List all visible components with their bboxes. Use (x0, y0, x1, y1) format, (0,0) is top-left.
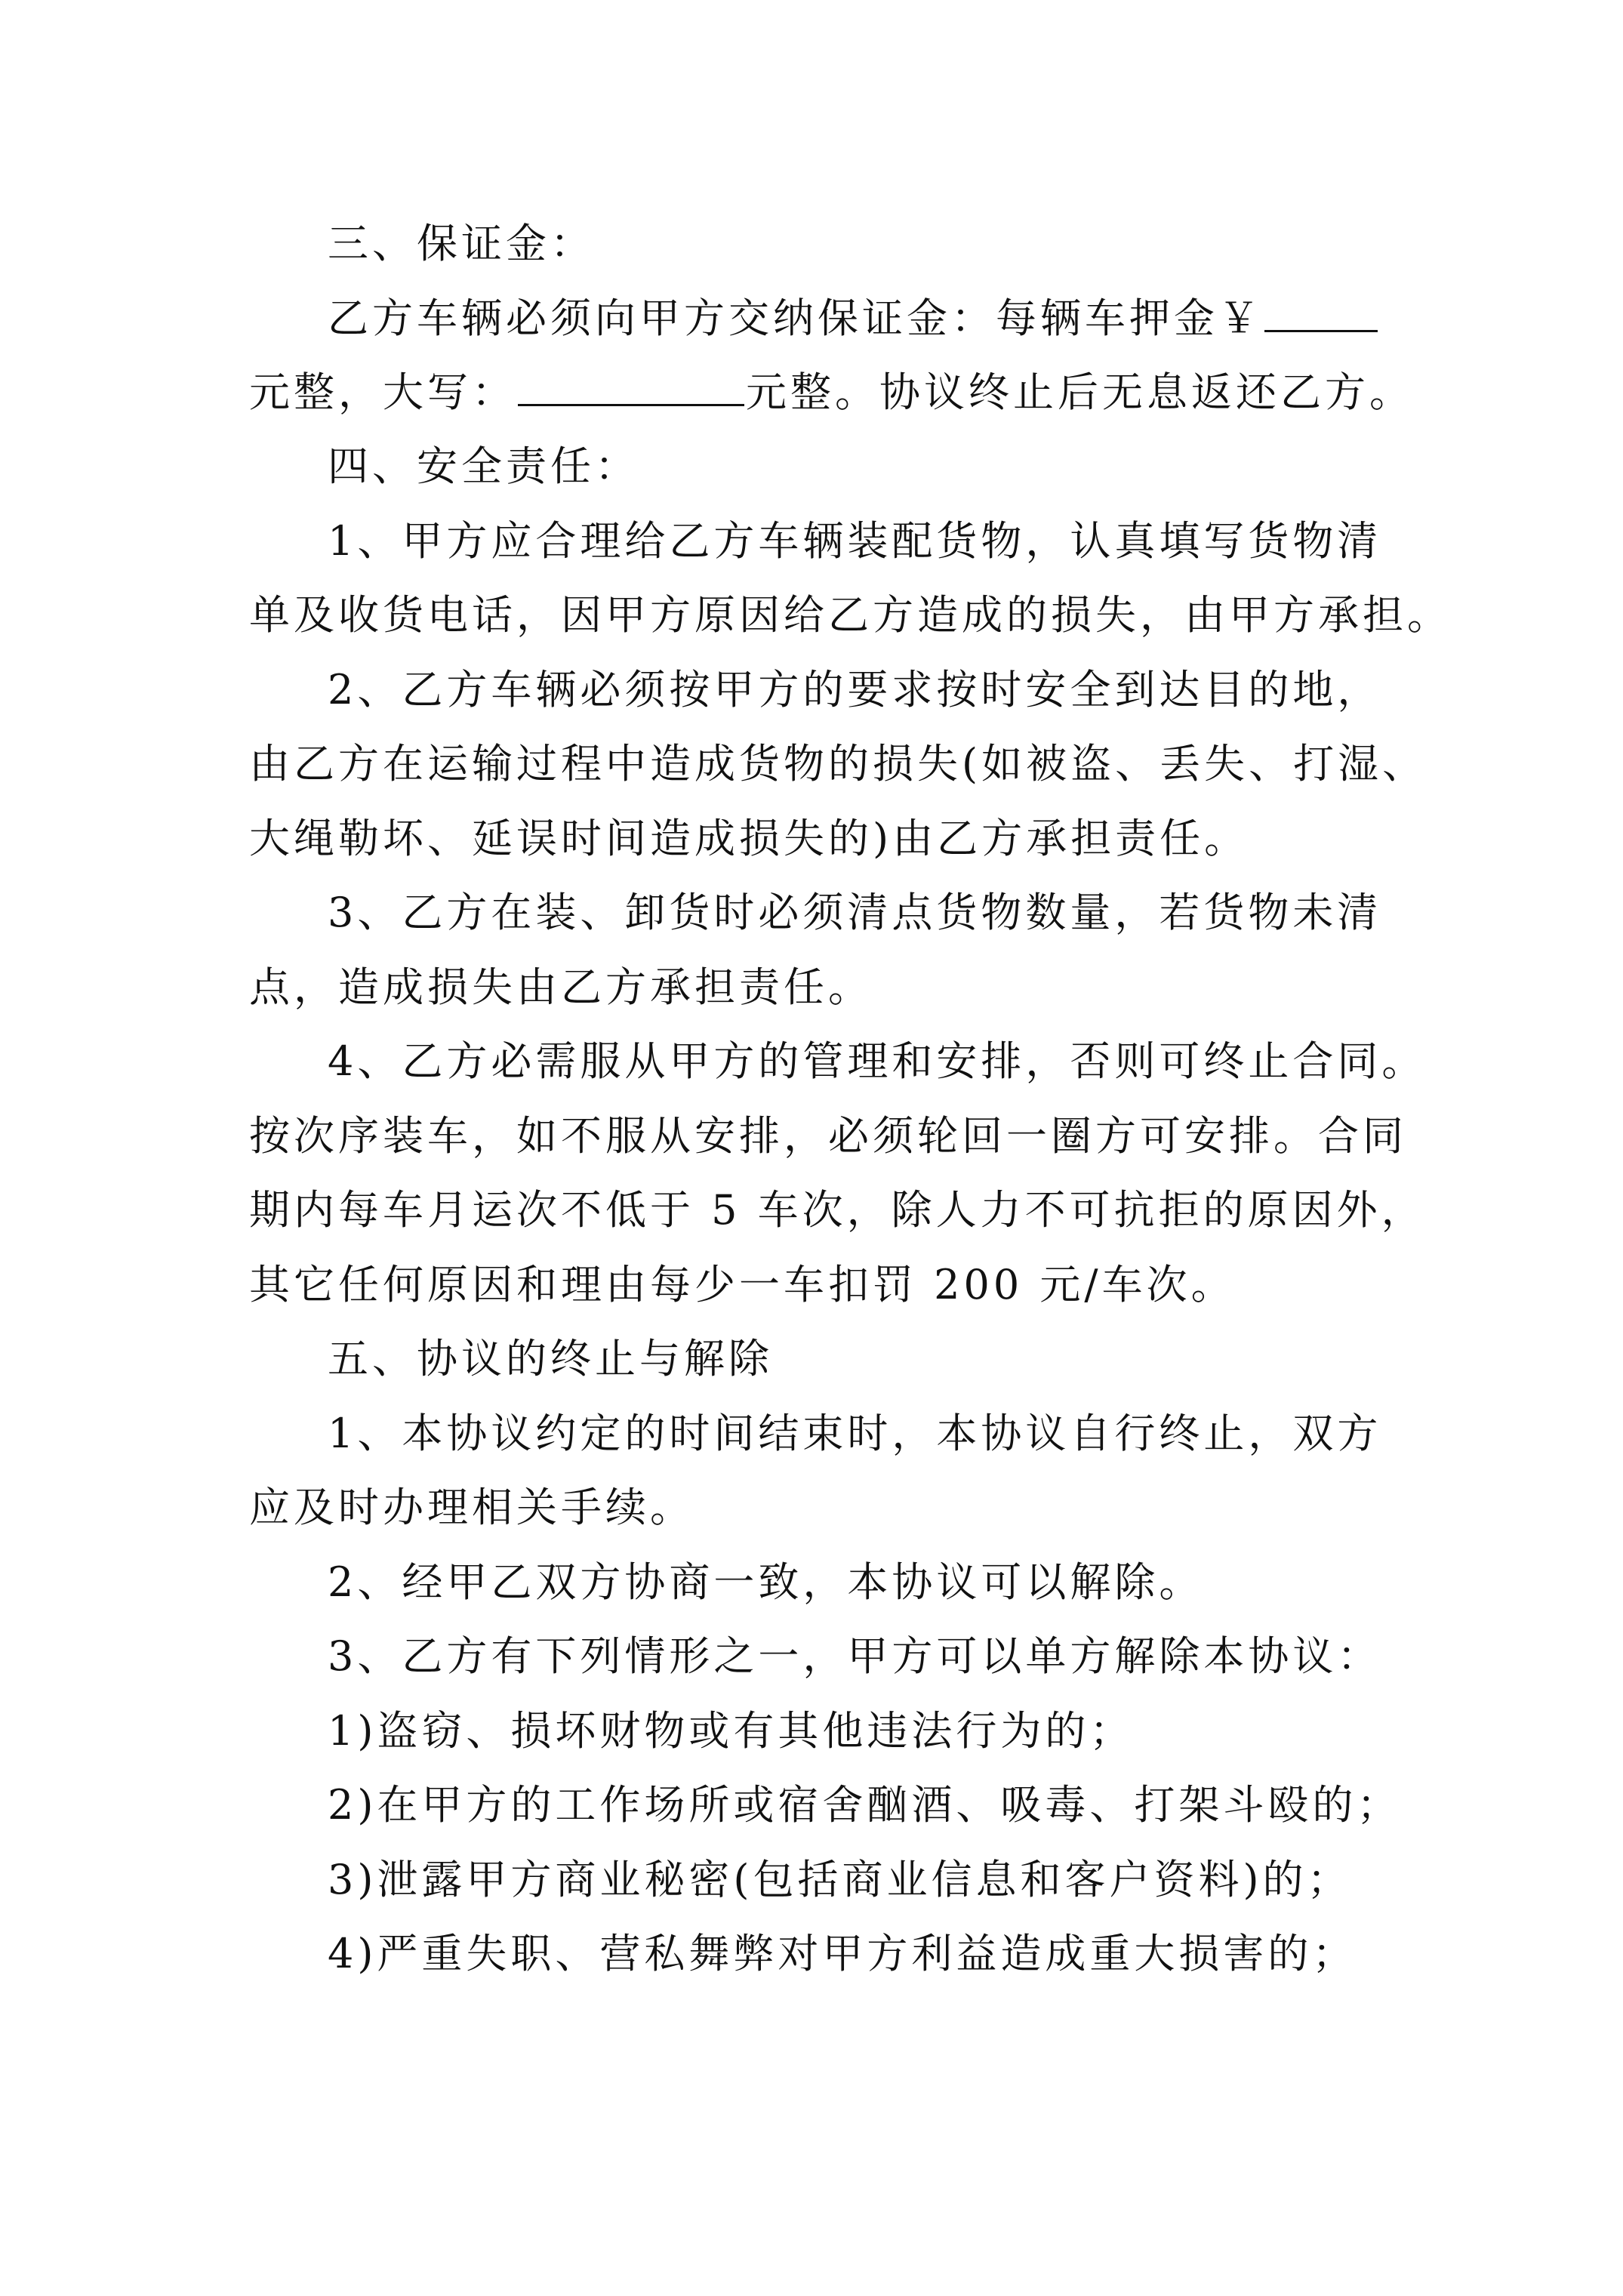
item-4-2-line-1: 2、乙方车辆必须按甲方的要求按时安全到达目的地， (328, 666, 1382, 713)
item-5-3-sub-4: 4)严重失职、营私舞弊对甲方利益造成重大损害的； (328, 1930, 1357, 1977)
item-4-4-line-3: 期内每车月运次不低于 5 车次，除人力不可抗拒的原因外， (249, 1186, 1426, 1234)
item-4-4-line-2: 按次序装车，如不服从安排，必须轮回一圈方可安排。合同 (249, 1112, 1407, 1160)
item-5-1-line-2: 应及时办理相关手续。 (249, 1484, 694, 1531)
deposit-line-1-text: 乙方车辆必须向甲方交纳保证金：每辆车押金￥ (328, 294, 1263, 342)
item-5-3-sub-2: 2)在甲方的工作场所或宿舍酗酒、吸毒、打架斗殴的； (328, 1781, 1402, 1829)
item-4-1-line-1: 1、甲方应合理给乙方车辆装配货物，认真填写货物清 (328, 517, 1382, 565)
item-5-1-line-1: 1、本协议约定的时间结束时，本协议自行终止，双方 (328, 1410, 1382, 1457)
item-5-3-sub-3: 3)泄露甲方商业秘密(包括商业信息和客户资料)的； (328, 1856, 1352, 1903)
item-4-2-line-3: 大绳勒坏、延误时间造成损失的)由乙方承担责任。 (249, 815, 1249, 862)
item-4-4-line-1: 4、乙方必需服从甲方的管理和安排，否则可终止合同。 (328, 1037, 1427, 1085)
item-4-3-line-1: 3、乙方在装、卸货时必须清点货物数量，若货物未清 (328, 889, 1382, 936)
section-4-heading: 四、安全责任： (328, 442, 639, 490)
deposit-line-2 (249, 362, 1414, 423)
deposit-amount-blank (1264, 291, 1378, 332)
item-5-3-sub-1: 1)盗窃、损坏财物或有其他违法行为的； (328, 1707, 1135, 1755)
deposit-line-1 (328, 288, 1379, 349)
item-4-3-line-2: 点，造成损失由乙方承担责任。 (249, 963, 873, 1011)
item-5-2: 2、经甲乙双方协商一致，本协议可以解除。 (328, 1558, 1204, 1606)
section-5-heading: 五、协议的终止与解除 (328, 1335, 773, 1382)
deposit-line-2-prefix: 元整，大写： (249, 368, 516, 416)
item-4-4-line-4: 其它任何原因和理由每少一车扣罚 200 元/车次。 (249, 1261, 1236, 1308)
item-4-2-line-2: 由乙方在运输过程中造成货物的损失(如被盗、丢失、打湿、 (249, 740, 1427, 787)
item-4-1-line-2: 单及收货电话，因甲方原因给乙方造成的损失，由甲方承担。 (249, 591, 1452, 639)
section-3-heading: 三、保证金： (328, 220, 595, 267)
item-5-3: 3、乙方有下列情形之一，甲方可以单方解除本协议： (328, 1632, 1382, 1680)
deposit-line-2-suffix: 元整。协议终止后无息返还乙方。 (746, 368, 1414, 416)
deposit-uppercase-blank (518, 365, 744, 406)
